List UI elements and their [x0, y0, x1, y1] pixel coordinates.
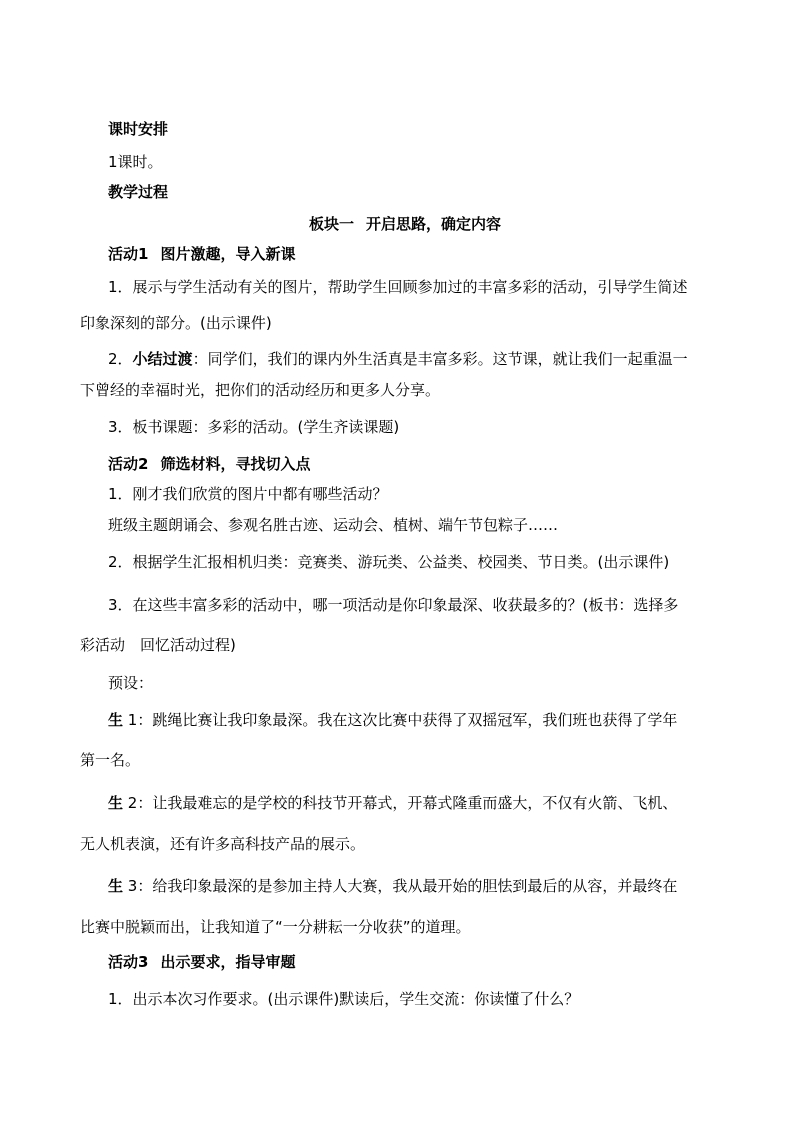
student3-label: 生 [108, 877, 124, 895]
activity1-heading [108, 244, 295, 264]
activity1-item3: 3．板书课题：多彩的活动。(学生齐读课题) [108, 418, 400, 436]
activity2-item3-line1: 3．在这些丰富多彩的活动中，哪一项活动是你印象最深、收获最多的？(板书：选择多 [108, 596, 679, 614]
activity2-item3-line2: 彩活动 回忆活动过程) [80, 636, 236, 654]
activity2-preset: 预设： [108, 674, 154, 692]
student2-label: 生 [108, 794, 124, 812]
activity1-label: 活动1 [108, 245, 149, 263]
schedule-heading: 课时安排 [108, 120, 169, 138]
activity2-title: 筛选材料，寻找切入点 [160, 455, 311, 473]
block1-title-a: 板块一 [309, 215, 355, 233]
schedule-content: 1课时。 [108, 153, 163, 171]
activity1-item2-line2: 下曾经的幸福时光，把你们的活动经历和更多人分享。 [80, 381, 441, 399]
student2-line1 [108, 793, 677, 813]
activity2-answer1: 班级主题朗诵会、参观名胜古迹、运动会、植树、端午节包粽子…… [108, 516, 559, 534]
student1-line2: 第一名。 [80, 751, 141, 769]
activity1-item2-line1 [108, 349, 688, 369]
activity2-heading [108, 454, 310, 474]
activity3-heading [108, 952, 295, 972]
student1-label: 生 [108, 711, 124, 729]
student1-text: 1：跳绳比赛让我印象最深。我在这次比赛中获得了双摇冠军，我们班也获得了学年 [123, 711, 678, 729]
activity3-label: 活动3 [108, 953, 149, 971]
student2-line2: 无人机表演，还有许多高科技产品的展示。 [80, 835, 366, 853]
activity1-title: 图片激趣，导入新课 [160, 245, 296, 263]
activity2-item1: 1．刚才我们欣赏的图片中都有哪些活动？ [108, 485, 388, 503]
activity1-item1-line1: 1．展示与学生活动有关的图片，帮助学生回顾参加过的丰富多彩的活动，引导学生简述 [108, 278, 688, 296]
activity1-item2-bold: 小结过渡 [132, 350, 193, 368]
activity3-title: 出示要求，指导审题 [160, 953, 296, 971]
student3-line2: 比赛中脱颖而出，让我知道了“一分耕耘一分收获”的道理。 [80, 918, 471, 936]
student3-line1 [108, 876, 677, 896]
student2-text: 2：让我最难忘的是学校的科技节开幕式，开幕式隆重而盛大，不仅有火箭、飞机、 [123, 794, 678, 812]
block1-title-b: 开启思路，确定内容 [366, 215, 502, 233]
activity3-item1: 1．出示本次习作要求。(出示课件)默读后，学生交流：你读懂了什么？ [108, 990, 580, 1008]
student3-text: 3：给我印象最深的是参加主持人大赛，我从最开始的胆怯到最后的从容，并最终在 [123, 877, 678, 895]
activity2-item2: 2．根据学生汇报相机归类：竞赛类、游玩类、公益类、校园类、节日类。(出示课件) [108, 553, 670, 571]
block1-title [309, 214, 501, 234]
process-heading: 教学过程 [108, 183, 169, 201]
activity1-item2-num: 2． [108, 350, 133, 368]
student1-line1 [108, 710, 677, 730]
activity1-item1-line2: 印象深刻的部分。(出示课件) [80, 314, 272, 332]
activity1-item2-rest: ：同学们，我们的课内外生活真是丰富多彩。这节课，就让我们一起重温一 [192, 350, 688, 368]
activity2-label: 活动2 [108, 455, 149, 473]
